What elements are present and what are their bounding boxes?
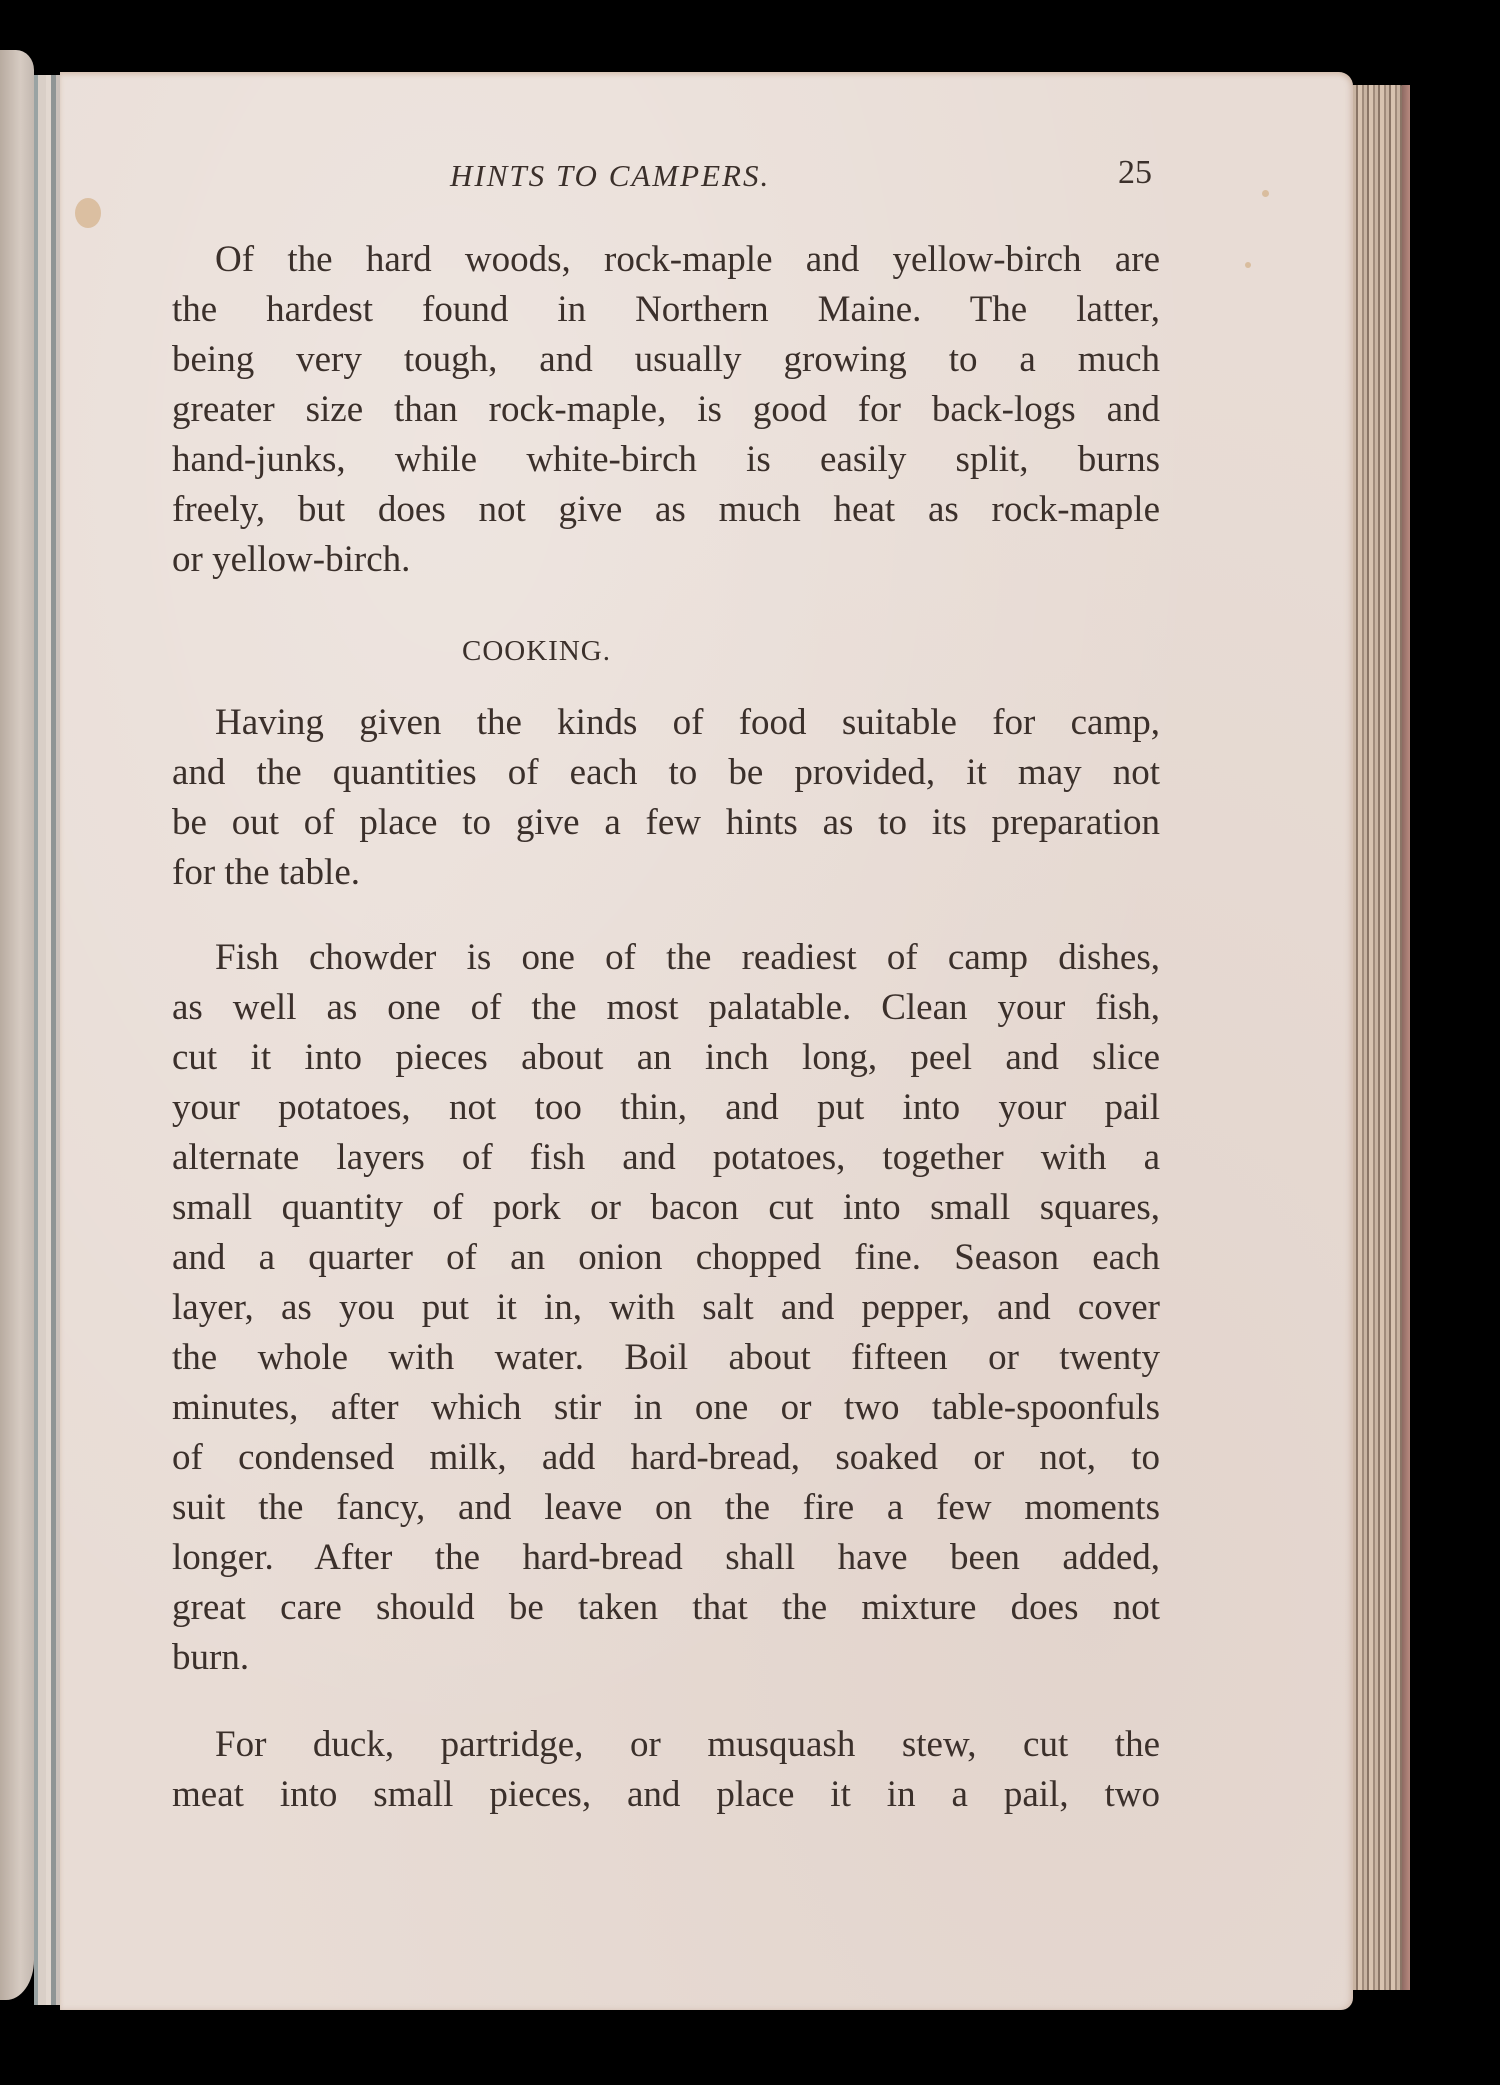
text-line: small quantity of pork or bacon cut into small squares, — [172, 1187, 1160, 1228]
text-line: For duck, partridge, or musquash stew, cut the — [215, 1724, 1160, 1765]
text-line: and the quantities of each to be provided, it may not — [172, 752, 1160, 793]
text-line: the hardest found in Northern Maine. The latter, — [172, 289, 1160, 330]
foxing-stain — [1262, 190, 1269, 197]
text-line: Of the hard woods, rock-maple and yellow-birch are — [215, 239, 1160, 280]
text-line: suit the fancy, and leave on the fire a few moments — [172, 1487, 1160, 1528]
text-line: your potatoes, not too thin, and put into your pail — [172, 1087, 1160, 1128]
foxing-stain — [75, 198, 101, 228]
text-line: Having given the kinds of food suitable for camp, — [215, 702, 1160, 743]
book-gutter — [34, 75, 60, 2005]
text-line: be out of place to give a few hints as to its preparation — [172, 802, 1160, 843]
text-line: minutes, after which stir in one or two table-spoonfuls — [172, 1387, 1160, 1428]
text-line: being very tough, and usually growing to a much — [172, 339, 1160, 380]
text-line: as well as one of the most palatable. Clean your fish, — [172, 987, 1160, 1028]
text-line: and a quarter of an onion chopped fine. Season each — [172, 1237, 1160, 1278]
page-edges-stack — [1353, 85, 1410, 1990]
text-line: for the table. — [172, 852, 360, 893]
facing-page-edge — [0, 50, 34, 2000]
text-line: freely, but does not give as much heat as rock-maple — [172, 489, 1160, 530]
page-number: 25 — [1118, 154, 1152, 191]
text-line: cut it into pieces about an inch long, peel and slice — [172, 1037, 1160, 1078]
text-line: of condensed milk, add hard-bread, soaked or not, to — [172, 1437, 1160, 1478]
text-line: meat into small pieces, and place it in a pail, two — [172, 1774, 1160, 1815]
running-header: HINTS TO CAMPERS. — [450, 158, 771, 193]
text-line: the whole with water. Boil about fifteen or twenty — [172, 1337, 1160, 1378]
text-line: burn. — [172, 1637, 250, 1678]
text-line: or yellow-birch. — [172, 539, 411, 580]
text-line: greater size than rock-maple, is good for back-logs and — [172, 389, 1160, 430]
text-line: Fish chowder is one of the readiest of camp dishes, — [215, 937, 1160, 978]
text-line: alternate layers of fish and potatoes, together with a — [172, 1137, 1160, 1178]
text-line: layer, as you put it in, with salt and pepper, and cover — [172, 1287, 1160, 1328]
text-line: longer. After the hard-bread shall have been added, — [172, 1537, 1160, 1578]
text-line: hand-junks, while white-birch is easily split, burns — [172, 439, 1160, 480]
section-heading: COOKING. — [462, 635, 611, 667]
text-line: great care should be taken that the mixture does not — [172, 1587, 1160, 1628]
foxing-stain — [1245, 262, 1251, 268]
